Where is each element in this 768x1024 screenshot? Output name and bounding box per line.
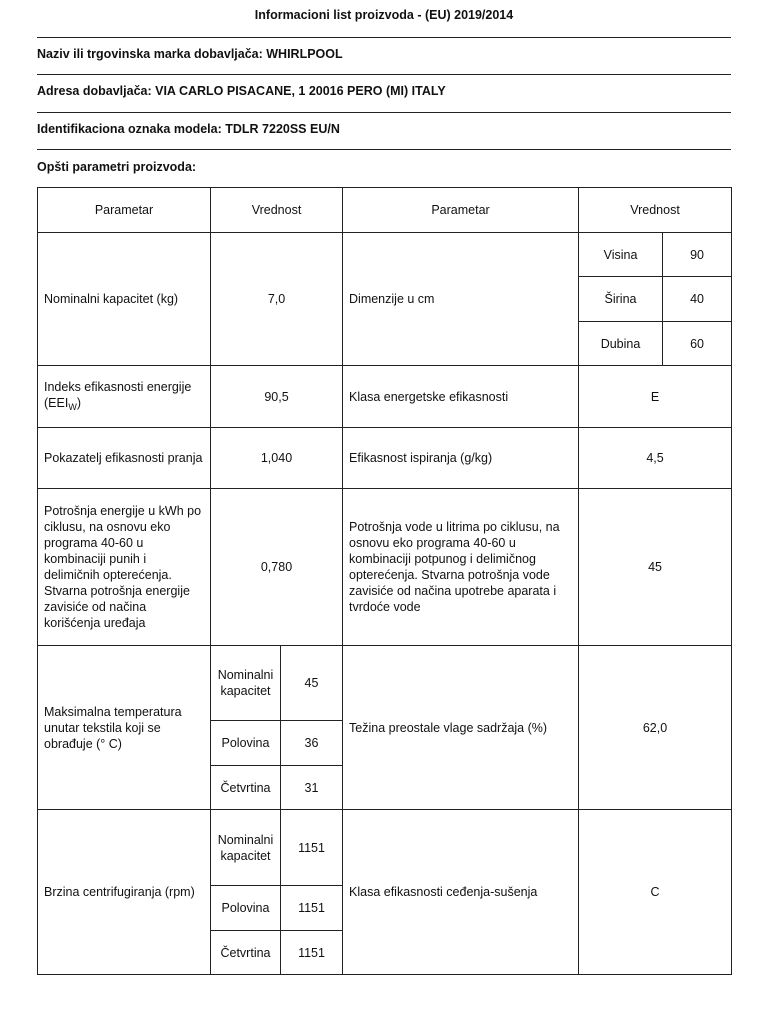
spin-rated-value: 1151 [281,810,343,886]
depth-value: 60 [663,322,732,366]
eei-label [38,366,211,428]
spin-class-label: Klasa efikasnosti ceđenja-sušenja [343,810,579,975]
depth-label: Dubina [579,322,663,366]
parameters-table [37,187,732,975]
supplier-address: Adresa dobavljača: VIA CARLO PISACANE, 1 20016 PERO (MI) ITALY [37,84,446,98]
divider [37,37,731,38]
eei-subscript: W [68,401,77,412]
temperature-label: Maksimalna temperatura unutar tekstila koji se obrađuje (° C) [38,646,211,810]
capacity-label: Nominalni kapacitet (kg) [38,233,211,366]
general-parameters-heading: Opšti parametri proizvoda: [37,160,197,174]
spin-half-label: Polovina [211,886,281,931]
temp-quarter-value: 31 [281,766,343,810]
capacity-value: 7,0 [211,233,343,366]
moisture-label: Težina preostale vlage sadržaja (%) [343,646,579,810]
eei-label-close: ) [76,395,81,410]
wash-efficiency-value: 1,040 [211,428,343,489]
energy-consumption-value: 0,780 [211,489,343,646]
table-row [38,646,732,721]
temp-half-label: Polovina [211,721,281,766]
header-value-1: Vrednost [211,188,343,233]
divider [37,112,731,113]
spin-speed-label: Brzina centrifugiranja (rpm) [38,810,211,975]
water-consumption-value: 45 [579,489,732,646]
temp-half-value: 36 [281,721,343,766]
energy-class-label: Klasa energetske efikasnosti [343,366,579,428]
dimensions-label: Dimenzije u cm [343,233,579,366]
energy-class-value: E [579,366,732,428]
spin-rated-label: Nominalni kapacitet [211,810,281,886]
temp-rated-value: 45 [281,646,343,721]
table-row [38,366,732,428]
spin-quarter-value: 1151 [281,931,343,975]
header-parameter-2: Parametar [343,188,579,233]
spin-half-value: 1151 [281,886,343,931]
temp-quarter-label: Četvrtina [211,766,281,810]
eei-label-text: Indeks efikasnosti energije (EEI [44,379,192,410]
model-identifier: Identifikaciona oznaka modela: TDLR 7220SS EU/N [37,122,340,136]
rinse-efficiency-label: Efikasnost ispiranja (g/kg) [343,428,579,489]
table-row [38,233,732,277]
wash-efficiency-label: Pokazatelj efikasnosti pranja [38,428,211,489]
table-row [38,428,732,489]
table-header-row [38,188,732,233]
divider [37,149,731,150]
moisture-value: 62,0 [579,646,732,810]
energy-consumption-label: Potrošnja energije u kWh po ciklusu, na osnovu eko programa 40-60 u kombinaciji punih i delimičnih opterećenja. Stvarna potrošnja energije zavisiće od načina korišćenja uređaja [38,489,211,646]
header-parameter-1: Parametar [38,188,211,233]
height-value: 90 [663,233,732,277]
spin-class-value: C [579,810,732,975]
supplier-name: Naziv ili trgovinska marka dobavljača: WHIRLPOOL [37,47,343,61]
divider [37,74,731,75]
height-label: Visina [579,233,663,277]
table-row [38,489,732,646]
spin-quarter-label: Četvrtina [211,931,281,975]
width-value: 40 [663,277,732,322]
header-value-2: Vrednost [579,188,732,233]
rinse-efficiency-value: 4,5 [579,428,732,489]
temp-rated-label: Nominalni kapacitet [211,646,281,721]
water-consumption-label: Potrošnja vode u litrima po ciklusu, na osnovu eko programa 40-60 u kombinaciji potpunog i delimičnog opterećenja. Stvarna potrošnja vode zavisiće od načina upotrebe aparata i tvrdoće vode [343,489,579,646]
eei-value: 90,5 [211,366,343,428]
table-row [38,810,732,886]
width-label: Širina [579,277,663,322]
document-title: Informacioni list proizvoda - (EU) 2019/2014 [254,8,514,22]
